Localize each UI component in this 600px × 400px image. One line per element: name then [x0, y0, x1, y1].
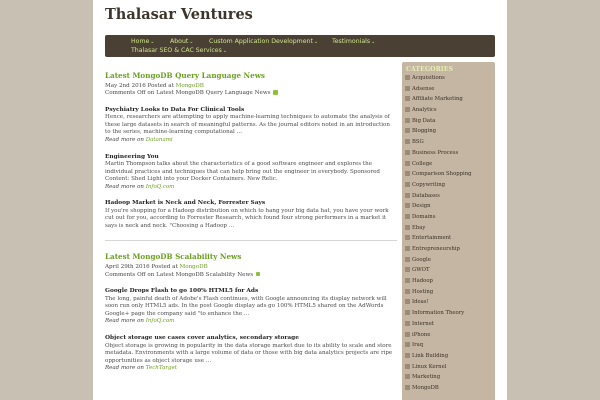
category-link[interactable]: [405, 223, 472, 234]
category-label: Hosting: [412, 288, 434, 295]
post-meta: [105, 264, 397, 279]
bullet-icon: [405, 225, 410, 230]
rss-icon[interactable]: [273, 90, 278, 95]
bullet-icon: [405, 342, 410, 347]
read-more-label: Read more on: [105, 136, 144, 143]
entry-title[interactable]: Hadoop Market is Neck and Neck, Forrester Says: [105, 200, 266, 207]
category-label: GWOT: [412, 267, 430, 274]
posted-at-label: Posted at: [147, 82, 174, 89]
source-link[interactable]: Datanami: [145, 136, 173, 143]
category-label: Marketing: [412, 374, 441, 381]
bullet-icon: [405, 118, 410, 123]
source-link[interactable]: TechTarget: [145, 365, 177, 372]
category-label: Blogging: [412, 128, 437, 135]
category-link[interactable]: [405, 276, 472, 287]
bullet-icon: [405, 214, 410, 219]
category-link[interactable]: [405, 383, 472, 394]
category-label: Hadoop: [412, 278, 433, 285]
bullet-icon: [405, 246, 410, 251]
bullet-icon: [405, 278, 410, 283]
news-entry: [105, 288, 397, 326]
category-link[interactable]: [405, 201, 472, 212]
nav-item-label: About: [170, 38, 189, 45]
category-link[interactable]: [405, 340, 472, 351]
category-label: Entrepreneurship: [412, 246, 460, 252]
source-link[interactable]: InfoQ.com: [145, 318, 175, 325]
nav-item-label: Custom Application Development: [209, 38, 313, 45]
category-link[interactable]: [405, 351, 472, 362]
category-link[interactable]: [405, 244, 472, 255]
read-more: [105, 137, 397, 145]
bullet-icon: [405, 86, 410, 91]
bullet-icon: [405, 150, 410, 155]
category-label: Internet: [412, 320, 434, 327]
category-link[interactable]: [405, 233, 472, 244]
bullet-icon: [405, 310, 410, 315]
category-label: Linux Kernel: [412, 363, 447, 370]
category-link[interactable]: [405, 265, 472, 276]
post-divider: [105, 240, 397, 241]
category-label: Ebay: [412, 224, 426, 231]
chevron-down-icon: ⌄: [313, 39, 319, 45]
entry-excerpt: Martin Thompson talks about the characteristics of a good software engineer and explores the individual practices and techniques that can help bring out the engineer in everybody. Sponsored Content: Shed Light into your Docker Containers. New Relic.: [105, 161, 380, 183]
bullet-icon: [405, 332, 410, 337]
entry-title[interactable]: Google Drops Flash to go 100% HTML5 for Ads: [105, 288, 259, 295]
category-label: MongoDB: [412, 384, 439, 391]
bullet-icon: [405, 353, 410, 358]
bullet-icon: [405, 203, 410, 208]
news-entry: [105, 200, 397, 230]
category-label: Information Theory: [412, 310, 465, 317]
post-date: April 29th 2016: [105, 264, 150, 271]
category-link[interactable]: [405, 94, 472, 105]
source-link[interactable]: InfoQ.com: [145, 183, 175, 190]
rss-icon[interactable]: [256, 272, 261, 277]
category-link[interactable]: [405, 105, 472, 116]
category-link[interactable]: [405, 287, 472, 298]
post-title-link[interactable]: Latest MongoDB Query Language News: [105, 72, 265, 80]
category-label: Big Data: [412, 117, 436, 124]
read-more-label: Read more on: [105, 318, 144, 325]
entry-title[interactable]: Psychiatry Looks to Data For Clinical Tools: [105, 106, 245, 113]
post-category-link[interactable]: MongoDB: [175, 82, 204, 89]
bullet-icon: [405, 235, 410, 240]
entry-excerpt: Hence, researchers are attempting to apply machine-learning techniques to automate the analysis of these large datasets in search of meaningful patterns. As the journal editors noted in an introduction to the series, machine-learning computational …: [105, 114, 390, 136]
category-label: Design: [412, 203, 431, 210]
bullet-icon: [405, 139, 410, 144]
category-label: Comparison Shopping: [412, 171, 472, 178]
bullet-icon: [405, 75, 410, 80]
chevron-down-icon: ⌄: [371, 39, 376, 45]
post-date: May 2nd 2016: [105, 82, 146, 89]
nav-item-testimonials[interactable]: [332, 38, 375, 45]
category-link[interactable]: [405, 372, 472, 383]
category-link[interactable]: [405, 255, 472, 266]
nav-item-seo-cac-services[interactable]: [131, 47, 227, 54]
category-link[interactable]: [405, 297, 472, 308]
category-link[interactable]: [405, 180, 472, 191]
category-link[interactable]: [405, 308, 472, 319]
bullet-icon: [405, 96, 410, 101]
bullet-icon: [405, 374, 410, 379]
category-link[interactable]: [405, 169, 472, 180]
bullet-icon: [405, 128, 410, 133]
category-link[interactable]: [405, 159, 472, 170]
category-link[interactable]: [405, 148, 472, 159]
posted-at-label: Posted at: [151, 264, 178, 271]
category-list: [405, 73, 472, 394]
category-label: Copywriting: [412, 181, 446, 188]
bullet-icon: [405, 299, 410, 304]
bullet-icon: [405, 193, 410, 198]
page: [93, 0, 507, 400]
post-category-link[interactable]: MongoDB: [179, 264, 208, 271]
read-more: [105, 365, 397, 373]
news-entry: [105, 154, 397, 192]
category-label: Ideas!: [412, 299, 429, 306]
category-label: Entertainment: [412, 235, 452, 242]
category-link[interactable]: [405, 191, 472, 202]
entry-title[interactable]: Object storage use cases cover analytics, secondary storage: [105, 335, 299, 342]
post: [105, 253, 397, 372]
nav-item-label: Home: [131, 38, 150, 45]
category-link[interactable]: [405, 116, 472, 127]
main-navigation: [105, 35, 495, 57]
main-content: [105, 72, 397, 400]
category-label: Business Process: [412, 149, 459, 156]
entry-excerpt: The long, painful death of Adobe's Flash continues, with Google announcing its display network will soon run only HTML5 ads. In the post Google display ads go 100% HTML5 shared on the AdWords Google+ page the company said "to enhance the …: [105, 295, 387, 317]
chevron-down-icon: ⌄: [189, 39, 194, 45]
category-link[interactable]: [405, 84, 472, 95]
category-link[interactable]: [405, 319, 472, 330]
category-label: Analytics: [412, 107, 437, 114]
news-entry: [105, 335, 397, 373]
category-label: Link Building: [412, 352, 449, 359]
read-more: [105, 184, 397, 192]
category-link[interactable]: [405, 212, 472, 223]
bullet-icon: [405, 171, 410, 176]
post-meta: [105, 83, 397, 98]
categories-heading: CATEGORIES: [406, 66, 454, 73]
nav-item-label: Testimonials: [332, 38, 371, 45]
category-label: Google: [412, 256, 431, 263]
nav-item-label: Thalasar SEO & CAC Services: [131, 47, 222, 54]
category-label: College: [412, 160, 433, 167]
bullet-icon: [405, 385, 410, 390]
bullet-icon: [405, 257, 410, 262]
category-link[interactable]: [405, 73, 472, 84]
sidebar: [402, 62, 495, 400]
read-more: [105, 318, 397, 326]
post: [105, 72, 397, 230]
category-link[interactable]: [405, 362, 472, 373]
category-label: Affiliate Marketing: [412, 96, 463, 103]
post-comments: Comments Off on Latest MongoDB Query Language News: [105, 90, 271, 97]
chevron-down-icon: ⌄: [150, 39, 155, 45]
category-label: Acquisitions: [412, 75, 445, 81]
category-link[interactable]: [405, 126, 472, 137]
entry-title[interactable]: Engineering You: [105, 153, 159, 160]
bullet-icon: [405, 107, 410, 112]
read-more-label: Read more on: [105, 365, 144, 372]
category-label: BSG: [412, 139, 424, 146]
bullet-icon: [405, 182, 410, 187]
category-link[interactable]: [405, 137, 472, 148]
bullet-icon: [405, 267, 410, 272]
category-link[interactable]: [405, 330, 472, 341]
bullet-icon: [405, 289, 410, 294]
entry-excerpt: Object storage is growing in popularity in the data storage market due to its ability to scale and store metadata. Environments with a large volume of data or those with big data analytics projects are ripe opportunities as object storage use …: [105, 342, 393, 364]
category-label: Databases: [412, 192, 440, 199]
bullet-icon: [405, 364, 410, 369]
category-label: Adsense: [412, 85, 435, 92]
nav-item-home[interactable]: [131, 38, 154, 45]
post-title-link[interactable]: Latest MongoDB Scalability News: [105, 252, 242, 262]
news-entry: [105, 107, 397, 145]
bullet-icon: [405, 321, 410, 326]
chevron-down-icon: ⌄: [222, 48, 228, 54]
nav-item-about[interactable]: [170, 38, 194, 45]
category-label: iPhone: [412, 331, 431, 338]
bullet-icon: [405, 161, 410, 166]
site-title[interactable]: Thalasar Ventures: [105, 6, 253, 23]
entry-excerpt: If you're shopping for a Hadoop distribution on which to hang your big data hat, you have your work cut out for you, according to Forrester Research, which found four strong performers in a market it says is neck and neck. "Choosing a Hadoop …: [105, 207, 389, 229]
read-more-label: Read more on: [105, 183, 144, 190]
category-label: Domains: [412, 213, 436, 220]
category-label: Iraq: [412, 342, 424, 349]
post-comments: Comments Off on Latest MongoDB Scalability News: [105, 271, 254, 278]
nav-item-custom-application-development[interactable]: [209, 38, 318, 45]
